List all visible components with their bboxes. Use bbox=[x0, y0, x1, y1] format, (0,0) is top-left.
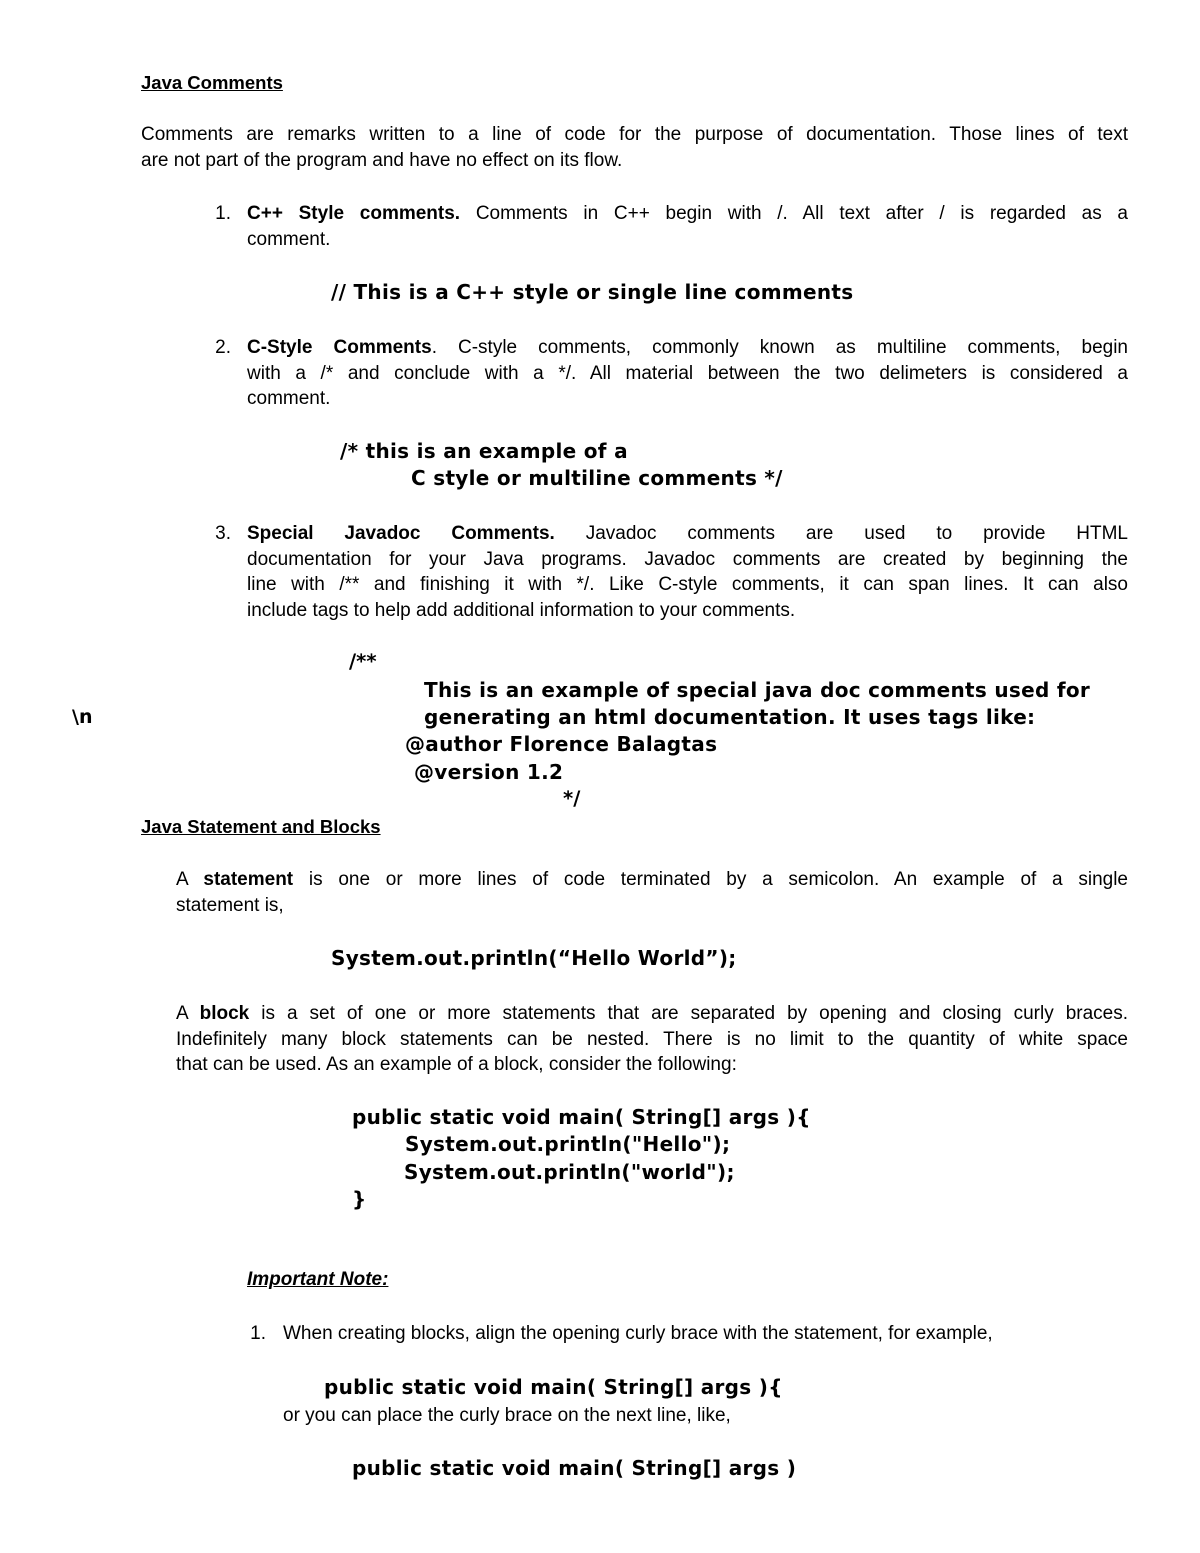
list-number-2: 2. bbox=[215, 337, 231, 358]
item-text-line3: comment. bbox=[247, 388, 331, 409]
statement-text: is one or more lines of code terminated by a semicolon. An example of a single bbox=[308, 869, 1128, 890]
item-text: . C-style comments, commonly known as multiline comments, begin bbox=[431, 337, 1128, 358]
list-item-cpp-comments bbox=[247, 201, 1128, 252]
block-paragraph bbox=[176, 1001, 1128, 1078]
statement-article: A bbox=[176, 869, 188, 890]
block-code-line1: public static void main( String[] args ){ bbox=[352, 1105, 811, 1129]
block-code-line4: } bbox=[352, 1187, 367, 1211]
javadoc-line1: This is an example of special java doc comments used for bbox=[424, 678, 1091, 702]
list-number-1: 1. bbox=[215, 203, 231, 224]
section-heading-statements-blocks: Java Statement and Blocks bbox=[141, 816, 381, 837]
block-code-line2: System.out.println("Hello"); bbox=[405, 1132, 731, 1156]
statement-paragraph bbox=[176, 867, 1128, 918]
cpp-comment-example: // This is a C++ style or single line comments bbox=[331, 280, 854, 304]
item-text: Comments in C++ begin with /. All text after / is regarded as a bbox=[475, 203, 1128, 224]
block-line3: that can be used. As an example of a block, consider the following: bbox=[176, 1054, 737, 1075]
list-item-javadoc-comments bbox=[247, 521, 1128, 623]
statement-term: statement bbox=[203, 869, 294, 890]
stray-newline-text: \n bbox=[72, 706, 93, 728]
c-comment-example-line1: /* this is an example of a bbox=[340, 439, 628, 463]
item-text-line2: comment. bbox=[247, 228, 331, 250]
block-article: A bbox=[176, 1003, 188, 1024]
item-title: Special Javadoc Comments. bbox=[247, 523, 555, 544]
c-comment-example-line2: C style or multiline comments */ bbox=[411, 466, 783, 490]
item-title: C++ Style comments. bbox=[247, 203, 461, 224]
intro-line-1: Comments are remarks written to a line of code for the purpose of documentation. Those lines of text bbox=[141, 124, 1128, 145]
item-text-line3: line with /** and finishing it with */. Like C-style comments, it can span lines. It can also bbox=[247, 574, 1128, 595]
block-line2: Indefinitely many block statements can be nested. There is no limit to the quantity of white space bbox=[176, 1028, 1128, 1050]
item-text-line2: documentation for your Java programs. Javadoc comments are created by beginning the bbox=[247, 548, 1128, 570]
statement-line2: statement is, bbox=[176, 894, 284, 916]
statement-example: System.out.println(“Hello World”); bbox=[331, 946, 737, 970]
item-title: C-Style Comments bbox=[247, 337, 432, 358]
note-or-text: or you can place the curly brace on the next line, like, bbox=[283, 1405, 731, 1426]
javadoc-version: @version 1.2 bbox=[414, 760, 564, 784]
item-text-line4: include tags to help add additional information to your comments. bbox=[247, 599, 796, 621]
note-list-number: 1. bbox=[250, 1323, 266, 1344]
list-item-c-style-comments bbox=[247, 335, 1128, 412]
important-note-heading: Important Note: bbox=[247, 1269, 389, 1290]
javadoc-close: */ bbox=[563, 787, 581, 810]
intro-paragraph bbox=[141, 122, 1128, 173]
item-text-line2: with a /* and conclude with a */. All material between the two delimeters is considered a bbox=[247, 362, 1128, 384]
intro-line-2: are not part of the program and have no effect on its flow. bbox=[141, 149, 623, 171]
javadoc-open: /** bbox=[349, 650, 377, 673]
block-term: block bbox=[199, 1003, 250, 1024]
javadoc-author: @author Florence Balagtas bbox=[405, 732, 718, 756]
note-example-2: public static void main( String[] args ) bbox=[352, 1456, 797, 1480]
note-text: When creating blocks, align the opening curly brace with the statement, for example, bbox=[283, 1323, 993, 1344]
item-text: Javadoc comments are used to provide HTML bbox=[585, 523, 1128, 544]
block-text: is a set of one or more statements that are separated by opening and closing curly braces. bbox=[261, 1003, 1129, 1024]
section-heading-java-comments: Java Comments bbox=[141, 72, 283, 93]
javadoc-line2: generating an html documentation. It uses tags like: bbox=[424, 705, 1036, 729]
block-code-line3: System.out.println("world"); bbox=[404, 1160, 735, 1184]
list-number-3: 3. bbox=[215, 523, 231, 544]
note-example-1: public static void main( String[] args ){ bbox=[324, 1375, 783, 1399]
